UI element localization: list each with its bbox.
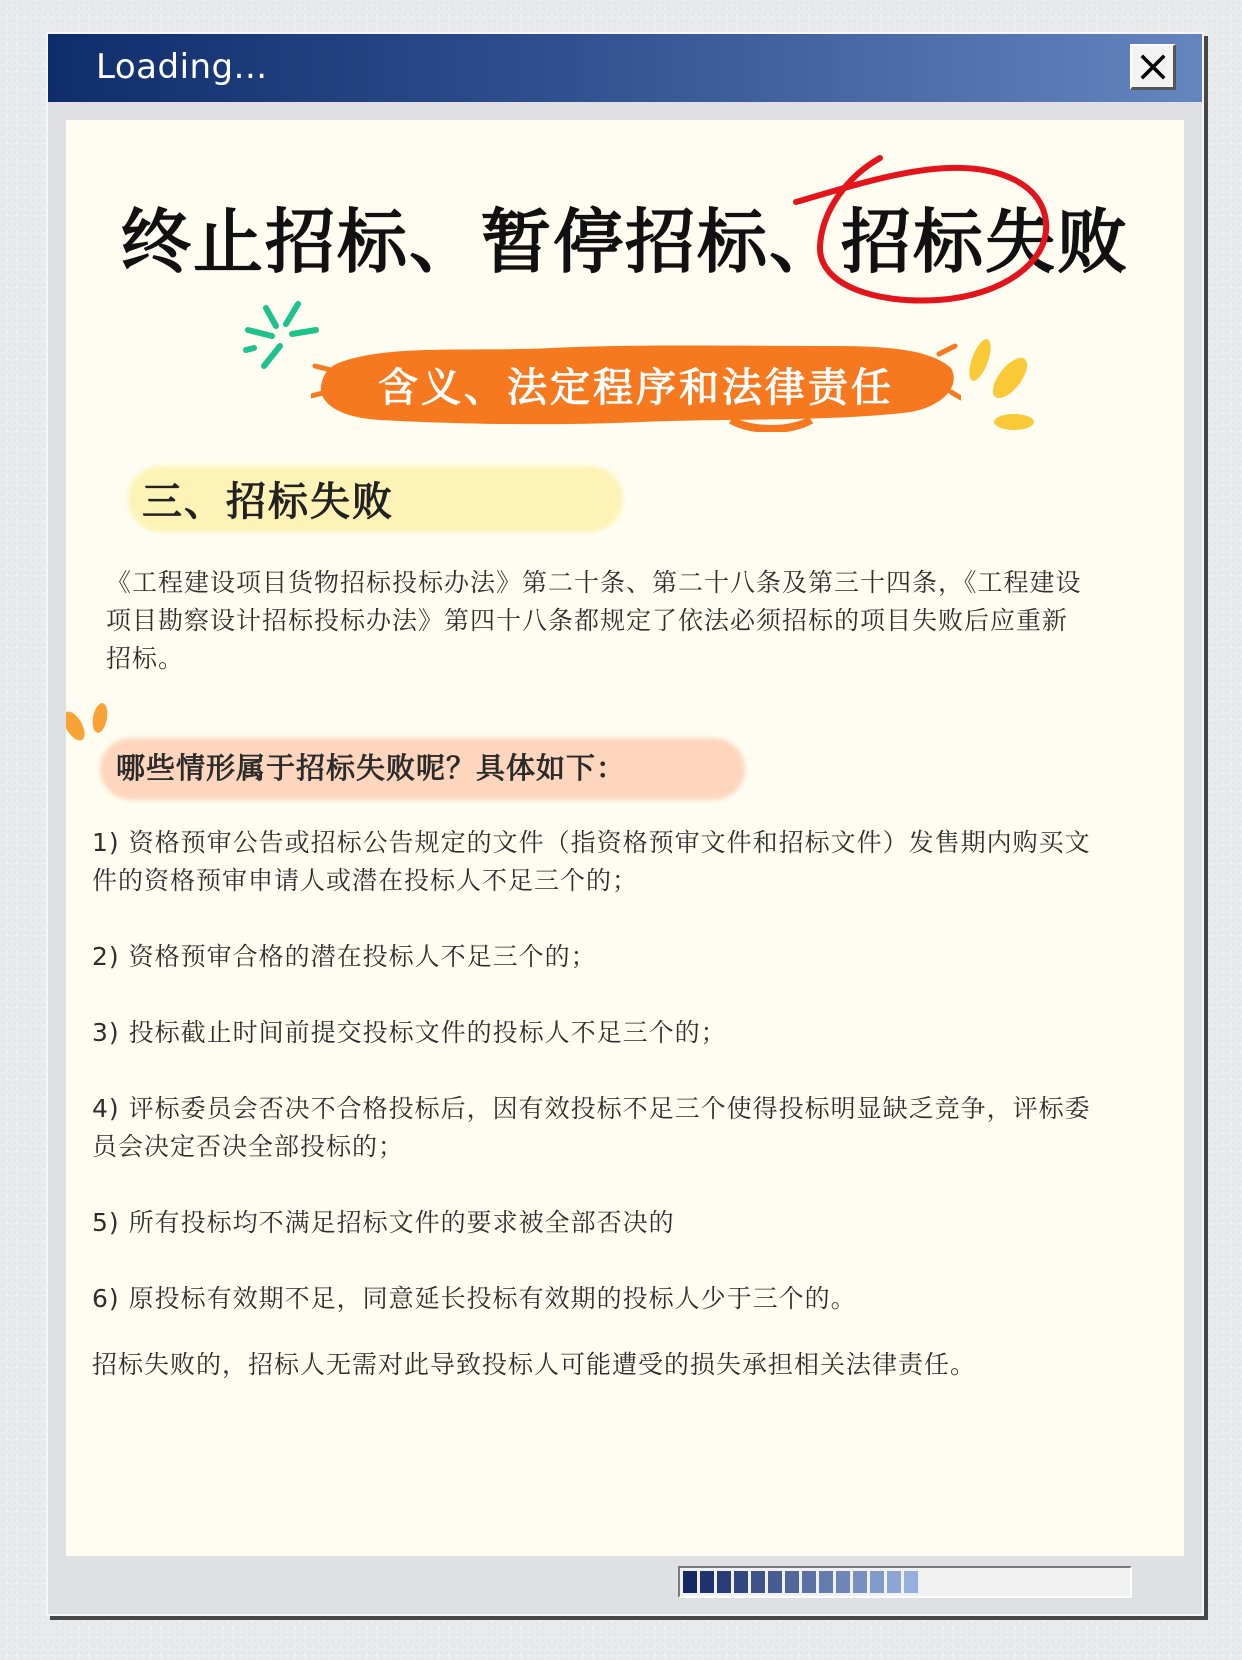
loading-window [46, 32, 1204, 1616]
progress-segment [887, 1571, 901, 1593]
progress-segment [853, 1571, 867, 1593]
progress-segment [683, 1571, 697, 1593]
red-circle-annotation [788, 150, 1058, 310]
poster-title: 终止招标、暂停招标、招标失败 [121, 201, 1129, 283]
list-item: 1) 资格预审公告或招标公告规定的文件（指资格预审文件和招标文件）发售期内购买文件的资格预审申请人或潜在投标人不足三个的； [92, 828, 1091, 895]
failure-conditions-list [92, 824, 1092, 1356]
question-heading: 哪些情形属于招标失败呢？具体如下： [116, 751, 627, 785]
poster-subtitle: 含义、法定程序和法律责任 [378, 365, 894, 411]
window-title: Loading... [96, 47, 268, 87]
progress-segment [734, 1571, 748, 1593]
orange-dashes-icon [66, 700, 118, 750]
section-heading: 三、招标失败 [142, 479, 394, 525]
progress-segment [870, 1571, 884, 1593]
progress-segment [785, 1571, 799, 1593]
list-item: 6) 原投标有效期不足，同意延长投标有效期的投标人少于三个的。 [92, 1284, 857, 1313]
title-bar[interactable] [48, 34, 1202, 102]
list-item: 2) 资格预审合格的潜在投标人不足三个的； [92, 942, 597, 971]
progress-segment [819, 1571, 833, 1593]
conclusion-paragraph: 招标失败的，招标人无需对此导致投标人可能遭受的损失承担相关法律责任。 [92, 1350, 977, 1379]
green-burst-icon [242, 300, 322, 380]
list-item: 5) 所有投标均不满足招标文件的要求被全部否决的 [92, 1208, 675, 1237]
close-icon [1140, 54, 1166, 80]
progress-segment [700, 1571, 714, 1593]
progress-bar-fill [683, 1571, 918, 1593]
progress-segment [751, 1571, 765, 1593]
progress-segment [904, 1571, 918, 1593]
progress-bar [678, 1566, 1132, 1598]
close-button[interactable] [1130, 44, 1176, 90]
yellow-burst-icon [962, 332, 1042, 432]
poster-content [66, 120, 1184, 1556]
list-item: 4) 评标委员会否决不合格投标后，因有效投标不足三个使得投标明显缺乏竞争，评标委员会决定否决全部投标的； [92, 1094, 1091, 1161]
progress-segment [802, 1571, 816, 1593]
progress-segment [836, 1571, 850, 1593]
progress-segment [717, 1571, 731, 1593]
intro-paragraph: 《工程建设项目货物招标投标办法》第二十条、第二十八条及第三十四条，《工程建设项目勘察设计招标投标办法》第四十八条都规定了依法必须招标的项目失败后应重新招标。 [106, 568, 1082, 673]
progress-segment [768, 1571, 782, 1593]
list-item: 3) 投标截止时间前提交投标文件的投标人不足三个的； [92, 1018, 727, 1047]
